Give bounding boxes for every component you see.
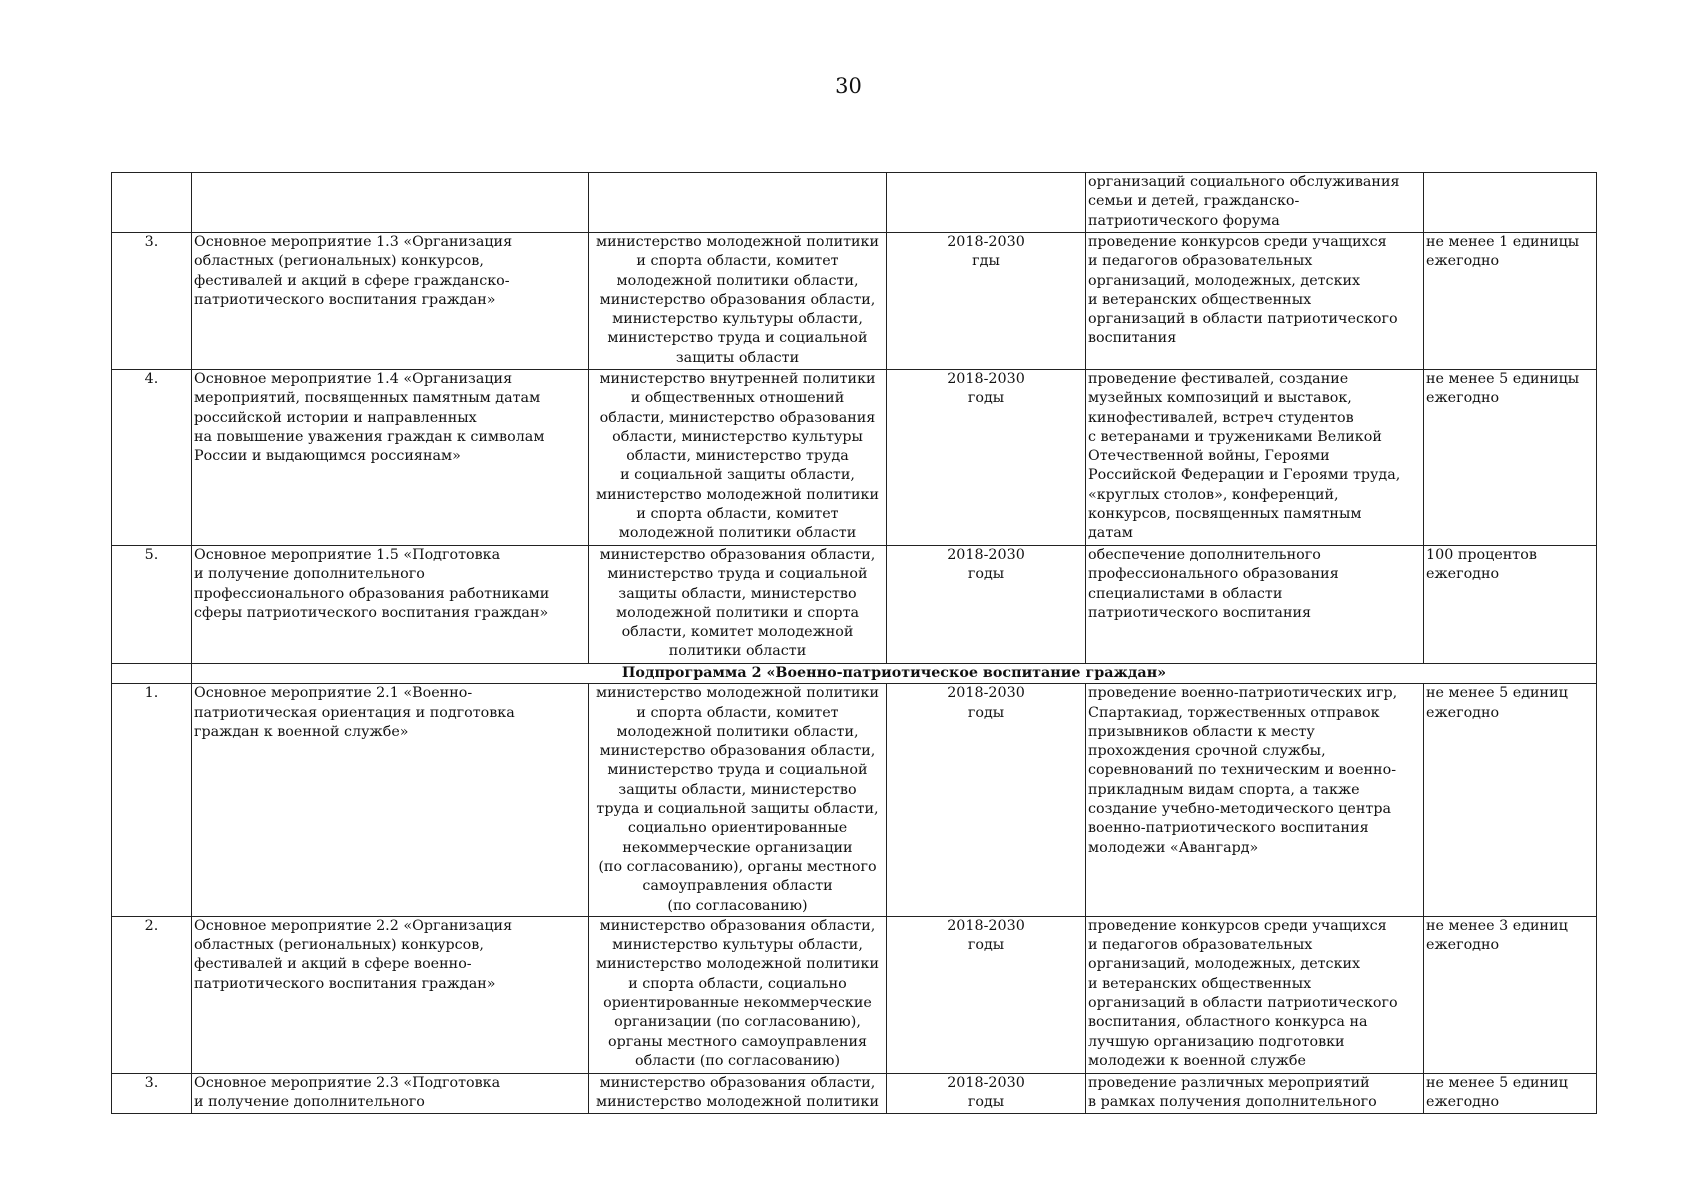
row-number xyxy=(112,173,192,233)
table-row xyxy=(112,173,1597,233)
page-number: 30 xyxy=(835,74,862,98)
term: 2018-2030 годы xyxy=(887,546,1086,664)
subprogram-header-row xyxy=(112,664,1597,684)
table-row xyxy=(112,370,1597,546)
executors: министерство образования области, министерство культуры области, министерство молодежной политики и спорта области, социально ориентированные некоммерческие организации (по согласованию), органы местного самоуправления области (по согласованию) xyxy=(589,916,887,1073)
term: 2018-2030 годы xyxy=(887,684,1086,917)
executors xyxy=(589,173,887,233)
term: 2018-2030 гды xyxy=(887,233,1086,370)
executors: министерство образования области, министерство молодежной политики xyxy=(589,1073,887,1113)
indicator: не менее 1 единицы ежегодно xyxy=(1424,233,1597,370)
expected-result: проведение конкурсов среди учащихся и педагогов образовательных организаций, молодежных, детских и ветеранских общественных организаций в области патриотического воспитания xyxy=(1086,233,1424,370)
measure-name: Основное мероприятие 2.3 «Подготовка и получение дополнительного xyxy=(192,1073,589,1113)
executors: министерство образования области, министерство труда и социальной защиты области, министерство молодежной политики и спорта области, комитет молодежной политики области xyxy=(589,546,887,664)
expected-result: обеспечение дополнительного профессионального образования специалистами в области патриотического воспитания xyxy=(1086,546,1424,664)
measure-name: Основное мероприятие 1.4 «Организация мероприятий, посвященных памятным датам российской истории и направленных на повышение уважения граждан к символам России и выдающимся россиянам» xyxy=(192,370,589,546)
empty-cell xyxy=(112,664,192,684)
row-number: 5. xyxy=(112,546,192,664)
term: 2018-2030 годы xyxy=(887,370,1086,546)
expected-result: проведение военно-патриотических игр, Спартакиад, торжественных отправок призывников области к месту прохождения срочной службы, соревнований по техническим и военно- прикладным видам спорта, а также создание учебно-методического центра военно-патриотического воспитания молодежи «Авангард» xyxy=(1086,684,1424,917)
measure-name: Основное мероприятие 2.1 «Военно- патриотическая ориентация и подготовка граждан к военной службе» xyxy=(192,684,589,917)
indicator: не менее 5 единицы ежегодно xyxy=(1424,370,1597,546)
indicator: не менее 5 единиц ежегодно xyxy=(1424,684,1597,917)
expected-result: проведение конкурсов среди учащихся и педагогов образовательных организаций, молодежных, детских и ветеранских общественных организаций в области патриотического воспитания, областного конкурса на лучшую организацию подготовки молодежи к военной службе xyxy=(1086,916,1424,1073)
indicator: не менее 3 единиц ежегодно xyxy=(1424,916,1597,1073)
row-number: 2. xyxy=(112,916,192,1073)
expected-result: организаций социального обслуживания семьи и детей, гражданско- патриотического форума xyxy=(1086,173,1424,233)
measures-table xyxy=(111,172,1597,1114)
row-number: 4. xyxy=(112,370,192,546)
indicator xyxy=(1424,173,1597,233)
expected-result: проведение различных мероприятий в рамках получения дополнительного xyxy=(1086,1073,1424,1113)
indicator: 100 процентов ежегодно xyxy=(1424,546,1597,664)
executors: министерство внутренней политики и общественных отношений области, министерство образования области, министерство культуры области, министерство труда и социальной защиты области, министерство молодежной политики и спорта области, комитет молодежной политики области xyxy=(589,370,887,546)
executors: министерство молодежной политики и спорта области, комитет молодежной политики области, министерство образования области, министерство культуры области, министерство труда и социальной защиты области xyxy=(589,233,887,370)
subprogram-title: Подпрограмма 2 «Военно-патриотическое воспитание граждан» xyxy=(192,664,1597,684)
table-row xyxy=(112,233,1597,370)
table-row xyxy=(112,1073,1597,1113)
measure-name: Основное мероприятие 2.2 «Организация областных (региональных) конкурсов, фестивалей и акций в сфере военно- патриотического воспитания граждан» xyxy=(192,916,589,1073)
measure-name: Основное мероприятие 1.5 «Подготовка и получение дополнительного профессионального образования работниками сферы патриотического воспитания граждан» xyxy=(192,546,589,664)
term xyxy=(887,173,1086,233)
table-row xyxy=(112,684,1597,917)
indicator: не менее 5 единиц ежегодно xyxy=(1424,1073,1597,1113)
expected-result: проведение фестивалей, создание музейных композиций и выставок, кинофестивалей, встреч студентов с ветеранами и тружениками Великой Отечественной войны, Героями Российской Федерации и Героями труда, «круглых столов», конференций, конкурсов, посвященных памятным датам xyxy=(1086,370,1424,546)
table-row xyxy=(112,916,1597,1073)
row-number: 3. xyxy=(112,233,192,370)
term: 2018-2030 годы xyxy=(887,916,1086,1073)
executors: министерство молодежной политики и спорта области, комитет молодежной политики области, министерство образования области, министерство труда и социальной защиты области, министерство труда и социальной защиты области, социально ориентированные некоммерческие организации (по согласованию), органы местного самоуправления области (по согласованию) xyxy=(589,684,887,917)
table-row xyxy=(112,546,1597,664)
measure-name xyxy=(192,173,589,233)
term: 2018-2030 годы xyxy=(887,1073,1086,1113)
row-number: 1. xyxy=(112,684,192,917)
measure-name: Основное мероприятие 1.3 «Организация областных (региональных) конкурсов, фестивалей и акций в сфере гражданско- патриотического воспитания граждан» xyxy=(192,233,589,370)
row-number: 3. xyxy=(112,1073,192,1113)
